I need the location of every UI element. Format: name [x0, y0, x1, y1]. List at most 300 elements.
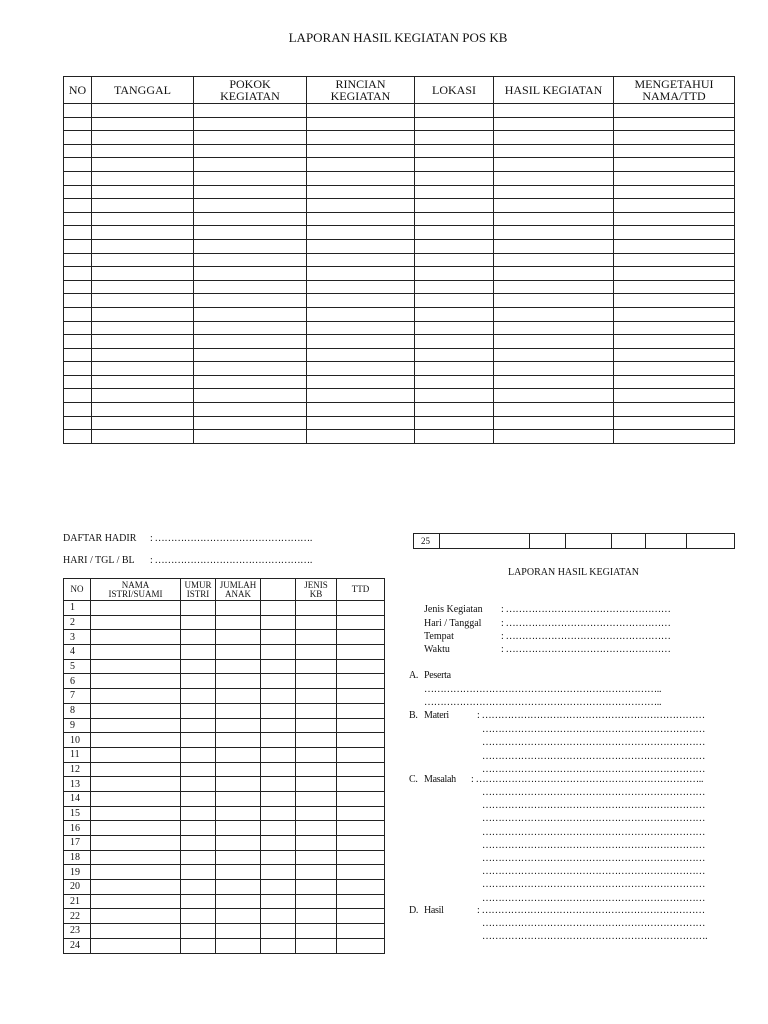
attendance-row [64, 762, 385, 777]
header-hasil-kegiatan: HASIL KEGIATAN [494, 77, 614, 104]
attendance-cell [91, 703, 181, 718]
attendance-cell [261, 850, 296, 865]
attendance-row-number: 5 [64, 659, 91, 674]
table-cell [92, 226, 194, 240]
attendance-row-number: 18 [64, 850, 91, 865]
header-pokok-kegiatan: POKOK KEGIATAN [194, 77, 307, 104]
attendance-cell [181, 601, 216, 616]
attendance-cell [91, 601, 181, 616]
attendance-cell [216, 615, 261, 630]
table-cell [494, 158, 614, 172]
attendance-row-number: 3 [64, 630, 91, 645]
table-cell [494, 375, 614, 389]
attendance-row-number: 23 [64, 924, 91, 939]
attendance-row-number: 16 [64, 821, 91, 836]
table-row [64, 131, 735, 145]
attendance-cell [261, 645, 296, 660]
attendance-cell [181, 630, 216, 645]
attendance-row [64, 703, 385, 718]
attendance-cell [296, 924, 337, 939]
table-cell [494, 131, 614, 145]
attendance-cell [91, 674, 181, 689]
attendance-cell [261, 762, 296, 777]
table-cell [307, 253, 415, 267]
attendance-cell [181, 777, 216, 792]
table-cell [494, 280, 614, 294]
attendance-cell [337, 894, 385, 909]
table-cell [614, 104, 735, 118]
attendance-row [64, 747, 385, 762]
table-cell [92, 158, 194, 172]
table-cell [64, 362, 92, 376]
attendance-cell [296, 718, 337, 733]
table-cell [415, 348, 494, 362]
attendance-row-number: 19 [64, 865, 91, 880]
table-cell [614, 294, 735, 308]
table-cell [614, 403, 735, 417]
table-cell [614, 430, 735, 444]
attendance-cell [296, 821, 337, 836]
attendance-cell [216, 659, 261, 674]
table-cell [194, 212, 307, 226]
att-header-umur: UMUR ISTRI [181, 579, 216, 601]
attendance-cell [91, 836, 181, 851]
attendance-cell [296, 630, 337, 645]
table-row [64, 253, 735, 267]
attendance-cell [261, 791, 296, 806]
table-cell [614, 158, 735, 172]
table-row [64, 104, 735, 118]
attendance-cell [181, 865, 216, 880]
attendance-row-number: 14 [64, 791, 91, 806]
table-cell [64, 307, 92, 321]
table-cell [307, 403, 415, 417]
table-cell [307, 389, 415, 403]
section-letter: D. [409, 905, 419, 916]
page-strip [413, 533, 735, 549]
table-cell [614, 280, 735, 294]
report-title: LAPORAN HASIL KEGIATAN [507, 567, 640, 578]
report-field-value: : …………………………………………… [501, 618, 671, 629]
attendance-cell [91, 762, 181, 777]
table-cell [64, 104, 92, 118]
table-cell [614, 362, 735, 376]
table-cell [415, 280, 494, 294]
attendance-cell [337, 836, 385, 851]
table-cell [307, 430, 415, 444]
table-cell [415, 389, 494, 403]
table-cell [64, 185, 92, 199]
table-cell [92, 348, 194, 362]
attendance-cell [337, 924, 385, 939]
attendance-cell [216, 747, 261, 762]
table-cell [415, 117, 494, 131]
table-cell [415, 430, 494, 444]
attendance-cell [91, 909, 181, 924]
attendance-cell [261, 733, 296, 748]
table-cell [307, 144, 415, 158]
section-line: ……………………………………………………………. [482, 931, 708, 943]
section-line: : …………………………………………………………… [477, 710, 705, 721]
report-field-value: : …………………………………………… [501, 604, 671, 615]
table-cell [64, 117, 92, 131]
table-cell [494, 144, 614, 158]
table-cell [614, 171, 735, 185]
report-field-value: : …………………………………………… [501, 631, 671, 642]
table-cell [64, 294, 92, 308]
section-line: …………………………………………………………… [482, 750, 706, 762]
table-cell [307, 335, 415, 349]
table-cell [307, 239, 415, 253]
table-cell [494, 362, 614, 376]
attendance-cell [261, 924, 296, 939]
attendance-cell [216, 674, 261, 689]
attendance-row [64, 674, 385, 689]
table-cell [92, 416, 194, 430]
table-cell [194, 321, 307, 335]
table-cell [92, 280, 194, 294]
table-cell [194, 239, 307, 253]
attendance-cell [337, 674, 385, 689]
table-cell [307, 212, 415, 226]
attendance-cell [216, 821, 261, 836]
attendance-cell [296, 836, 337, 851]
attendance-cell [337, 689, 385, 704]
attendance-cell [337, 659, 385, 674]
table-cell [92, 199, 194, 213]
table-cell [194, 199, 307, 213]
table-cell [194, 253, 307, 267]
attendance-cell [261, 703, 296, 718]
table-cell [64, 430, 92, 444]
attendance-cell [91, 865, 181, 880]
attendance-row-number: 11 [64, 747, 91, 762]
table-cell [307, 104, 415, 118]
table-cell [415, 267, 494, 281]
table-cell [64, 212, 92, 226]
section-label-hasil: Hasil [424, 905, 444, 916]
table-cell [494, 430, 614, 444]
attendance-cell [181, 659, 216, 674]
table-row [64, 226, 735, 240]
table-cell [614, 239, 735, 253]
attendance-row-number: 4 [64, 645, 91, 660]
attendance-cell [91, 659, 181, 674]
table-cell [415, 375, 494, 389]
table-cell [614, 185, 735, 199]
attendance-cell [337, 601, 385, 616]
table-cell [307, 267, 415, 281]
attendance-cell [337, 733, 385, 748]
table-cell [92, 362, 194, 376]
table-cell [194, 375, 307, 389]
attendance-cell [91, 894, 181, 909]
table-cell [494, 389, 614, 403]
table-cell [194, 307, 307, 321]
attendance-row [64, 718, 385, 733]
table-cell [64, 280, 92, 294]
attendance-cell [296, 791, 337, 806]
table-cell [494, 239, 614, 253]
attendance-cell [296, 689, 337, 704]
attendance-row-number: 10 [64, 733, 91, 748]
table-cell [415, 185, 494, 199]
attendance-row [64, 645, 385, 660]
attendance-cell [296, 601, 337, 616]
header-no: NO [64, 77, 92, 104]
daftar-hadir-label: DAFTAR HADIR [63, 533, 137, 544]
header-rincian-kegiatan: RINCIAN KEGIATAN [307, 77, 415, 104]
hari-tgl-bl-label: HARI / TGL / BL [63, 555, 135, 566]
attendance-cell [337, 615, 385, 630]
section-line: …………………………………………………………… [482, 826, 706, 838]
table-row [64, 117, 735, 131]
table-cell [194, 131, 307, 145]
attendance-cell [261, 821, 296, 836]
attendance-cell [261, 630, 296, 645]
section-line: …………………………………………………………… [482, 839, 706, 851]
attendance-row [64, 909, 385, 924]
table-cell [307, 226, 415, 240]
attendance-cell [337, 880, 385, 895]
attendance-cell [261, 865, 296, 880]
section-line: …………………………………………………………… [482, 892, 706, 904]
attendance-cell [337, 850, 385, 865]
attendance-cell [261, 615, 296, 630]
table-cell [494, 321, 614, 335]
table-cell [64, 239, 92, 253]
table-cell [194, 117, 307, 131]
att-header-jenis-kb: JENIS KB [296, 579, 337, 601]
attendance-cell [181, 836, 216, 851]
table-cell [494, 335, 614, 349]
table-cell [307, 375, 415, 389]
report-field-value: : …………………………………………… [501, 644, 671, 655]
table-cell [614, 144, 735, 158]
attendance-cell [181, 821, 216, 836]
attendance-row-number: 12 [64, 762, 91, 777]
table-cell [307, 117, 415, 131]
table-cell [415, 212, 494, 226]
table-cell [64, 321, 92, 335]
report-field-label: Tempat [424, 631, 454, 642]
attendance-cell [261, 880, 296, 895]
att-header-jumlah-anak: JUMLAH ANAK [216, 579, 261, 601]
table-cell [494, 253, 614, 267]
table-cell [92, 307, 194, 321]
table-cell [92, 253, 194, 267]
table-cell [614, 212, 735, 226]
att-header-blank [261, 579, 296, 601]
table-cell [614, 117, 735, 131]
attendance-row-number: 22 [64, 909, 91, 924]
table-cell [415, 144, 494, 158]
page-number: 25 [414, 534, 440, 549]
table-cell [64, 416, 92, 430]
attendance-cell [181, 850, 216, 865]
attendance-cell [216, 894, 261, 909]
table-cell [92, 117, 194, 131]
table-cell [194, 335, 307, 349]
table-cell [64, 403, 92, 417]
table-cell [64, 199, 92, 213]
table-cell [307, 171, 415, 185]
table-cell [64, 158, 92, 172]
attendance-row [64, 689, 385, 704]
attendance-cell [91, 791, 181, 806]
table-cell [194, 348, 307, 362]
table-cell [307, 131, 415, 145]
table-row [64, 171, 735, 185]
attendance-cell [216, 601, 261, 616]
attendance-cell [216, 733, 261, 748]
table-cell [194, 171, 307, 185]
table-cell [92, 403, 194, 417]
attendance-cell [296, 659, 337, 674]
table-cell [92, 171, 194, 185]
attendance-cell [296, 747, 337, 762]
table-row [64, 430, 735, 444]
table-row [64, 199, 735, 213]
table-cell [494, 199, 614, 213]
attendance-cell [337, 791, 385, 806]
attendance-cell [181, 747, 216, 762]
table-cell [194, 294, 307, 308]
attendance-row-number: 1 [64, 601, 91, 616]
attendance-cell [337, 703, 385, 718]
section-label-materi: Materi [424, 710, 449, 721]
attendance-cell [261, 806, 296, 821]
table-cell [194, 104, 307, 118]
attendance-cell [91, 924, 181, 939]
attendance-cell [216, 865, 261, 880]
section-line: …………………………………………………………… [482, 724, 706, 735]
attendance-cell [216, 938, 261, 953]
section-label-peserta: Peserta [424, 670, 451, 681]
table-cell [494, 226, 614, 240]
table-row [64, 321, 735, 335]
table-cell [415, 294, 494, 308]
attendance-cell [91, 689, 181, 704]
table-cell [415, 362, 494, 376]
attendance-row-number: 6 [64, 674, 91, 689]
table-row [64, 144, 735, 158]
section-letter: C. [409, 774, 418, 785]
table-cell [92, 267, 194, 281]
attendance-cell [181, 924, 216, 939]
table-cell [614, 267, 735, 281]
hari-tgl-bl-field: : …………………………………………. [150, 555, 313, 566]
section-line: …………………………………………………………… [482, 813, 706, 825]
table-row [64, 267, 735, 281]
attendance-cell [296, 674, 337, 689]
table-cell [307, 362, 415, 376]
attendance-row [64, 821, 385, 836]
attendance-cell [91, 777, 181, 792]
section-line: …………………………………………………………… [482, 853, 706, 864]
attendance-row [64, 659, 385, 674]
attendance-cell [216, 703, 261, 718]
attendance-cell [337, 821, 385, 836]
report-field-label: Jenis Kegiatan [424, 604, 483, 615]
table-cell [494, 294, 614, 308]
section-line: …………………………………………………………… [482, 866, 706, 878]
table-cell [307, 321, 415, 335]
table-row [64, 239, 735, 253]
table-cell [64, 131, 92, 145]
table-cell [92, 389, 194, 403]
attendance-cell [181, 806, 216, 821]
attendance-cell [181, 894, 216, 909]
attendance-row [64, 791, 385, 806]
attendance-cell [91, 850, 181, 865]
attendance-cell [261, 938, 296, 953]
activity-report-table [63, 76, 735, 444]
section-line: …………………………………………………………… [482, 918, 706, 929]
table-row [64, 307, 735, 321]
attendance-row [64, 630, 385, 645]
attendance-row-number: 2 [64, 615, 91, 630]
table-cell [64, 171, 92, 185]
attendance-cell [261, 836, 296, 851]
table-cell [614, 131, 735, 145]
table-cell [194, 267, 307, 281]
table-cell [92, 335, 194, 349]
table-cell [92, 294, 194, 308]
table-cell [194, 362, 307, 376]
attendance-row [64, 880, 385, 895]
table-cell [415, 226, 494, 240]
table-cell [92, 185, 194, 199]
attendance-row [64, 938, 385, 953]
attendance-cell [216, 791, 261, 806]
section-line: ……………………………………………………………….. [424, 697, 662, 708]
attendance-table [63, 578, 385, 954]
section-line: : …………………………………………………………… [477, 905, 705, 916]
table-row [64, 335, 735, 349]
attendance-row-number: 15 [64, 806, 91, 821]
table-cell [194, 226, 307, 240]
attendance-cell [337, 909, 385, 924]
table-cell [415, 199, 494, 213]
table-cell [494, 416, 614, 430]
attendance-cell [216, 806, 261, 821]
table-cell [307, 348, 415, 362]
attendance-cell [296, 777, 337, 792]
attendance-cell [296, 938, 337, 953]
attendance-cell [91, 615, 181, 630]
table-cell [614, 335, 735, 349]
attendance-cell [181, 718, 216, 733]
attendance-row-number: 17 [64, 836, 91, 851]
att-header-nama: NAMA ISTRI/SUAMI [91, 579, 181, 601]
table-cell [307, 199, 415, 213]
attendance-cell [261, 674, 296, 689]
attendance-cell [296, 615, 337, 630]
attendance-row-number: 24 [64, 938, 91, 953]
table-cell [92, 144, 194, 158]
table-cell [194, 144, 307, 158]
table-cell [494, 104, 614, 118]
table-cell [92, 212, 194, 226]
attendance-row-number: 21 [64, 894, 91, 909]
attendance-cell [216, 689, 261, 704]
attendance-cell [296, 909, 337, 924]
attendance-row [64, 601, 385, 616]
attendance-cell [91, 718, 181, 733]
attendance-cell [296, 880, 337, 895]
table-cell [614, 348, 735, 362]
